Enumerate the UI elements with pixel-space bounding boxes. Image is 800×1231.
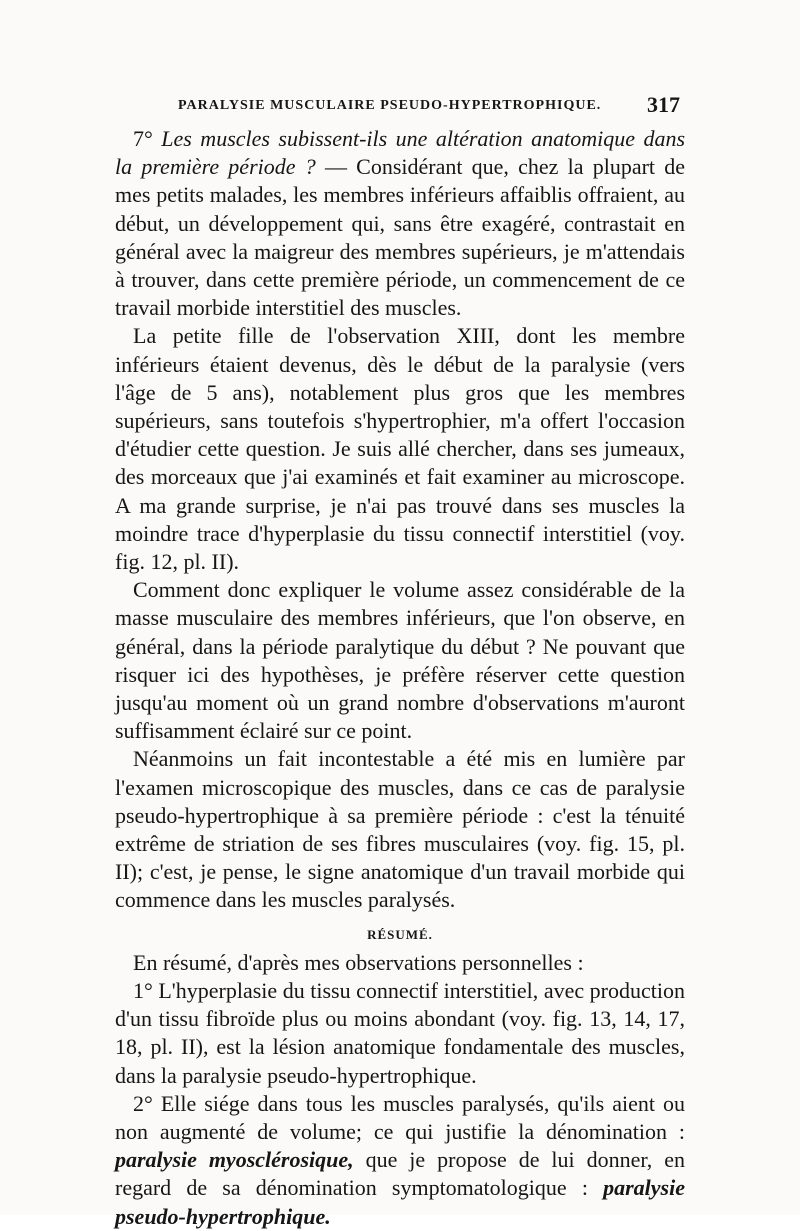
paragraph: La petite fille de l'observation XIII, dont les membre inférieurs étaient devenus, dès le début de la paralysie (vers l'âge de 5 ans), notablement plus gros que les membres supérieurs, sans toutefois s'hypertrophier, m'a offert l'occasion d'étudier cette question. Je suis allé chercher, dans ses jumeaux, des morceaux que j'ai examinés et fait examiner au microscope. A ma grande surprise, je n'ai pas trouvé dans ses muscles la moindre trace d'hyperplasie du tissu connectif interstitiel (voy. fig. 12, pl. II). xyxy=(115,323,685,575)
section-text: — Considérant que, chez la plupart de mes petits malades, les membres inférieurs affaiblis offraient, au début, un développement qui, sans être exagéré, contrastait en général avec la maigreur des membres supérieurs, je m'attendais à trouver, dans cette première période, un commencement de ce travail morbide interstitiel des muscles. xyxy=(115,154,685,321)
resume-heading: RÉSUMÉ. xyxy=(367,926,433,942)
paragraph: Néanmoins un fait incontestable a été mis en lumière par l'examen microscopique des muscles, dans ce cas de paralysie pseudo-hypertrophique à sa première période : c'est la ténuité extrême de striation de ses fibres musculaires (voy. fig. 15, pl. II); c'est, je pense, le signe anatomique d'un travail morbide qui commence dans les muscles paralysés. xyxy=(115,746,685,913)
paragraph: Comment donc expliquer le volume assez considérable de la masse musculaire des membres inférieurs, que l'on observe, en général, dans la période paralytique du début ? Ne pouvant que risquer ici des hypothèses, je préfère réserver cette question jusqu'au moment où un grand nombre d'observations m'auront suffisamment éclairé sur ce point. xyxy=(115,577,685,744)
section-question: Les muscles subissent-ils une altération anatomique dans la première période ? xyxy=(115,126,686,180)
running-header xyxy=(120,92,680,122)
resume-point-2-start: 2° Elle siége dans tous les muscles paralysés, qu'ils aient ou non augmenté de volume; ce qui justifie la dénomination : xyxy=(115,1090,685,1144)
term-paralysie-pseudo-hypertrophique: paralysie pseudo-hypertrophique. xyxy=(115,1175,685,1229)
body-text xyxy=(115,125,685,1231)
resume-point-1: 1° L'hyperplasie du tissu connectif interstitiel, avec production d'un tissu fibroïde plus ou moins abondant (voy. fig. 13, 14, 17, 18, pl. II), est la lésion anatomique fondamentale des muscles, dans la paralysie pseudo-hypertrophique. xyxy=(115,977,685,1088)
resume-intro: En résumé, d'après mes observations personnelles : xyxy=(133,949,584,975)
resume-point-2 xyxy=(115,1090,685,1231)
section-number: 7° xyxy=(133,126,153,151)
page-number: 317 xyxy=(647,92,680,117)
resume-point-2-middle: que je propose de lui donner, en regard de sa dénomination symptomatologique : xyxy=(115,1147,685,1201)
term-paralysie-myosclerosique: paralysie myosclérosique, xyxy=(115,1147,354,1173)
running-title: PARALYSIE MUSCULAIRE PSEUDO-HYPERTROPHIQUE. xyxy=(178,98,602,113)
paragraph-section-7 xyxy=(115,125,685,322)
